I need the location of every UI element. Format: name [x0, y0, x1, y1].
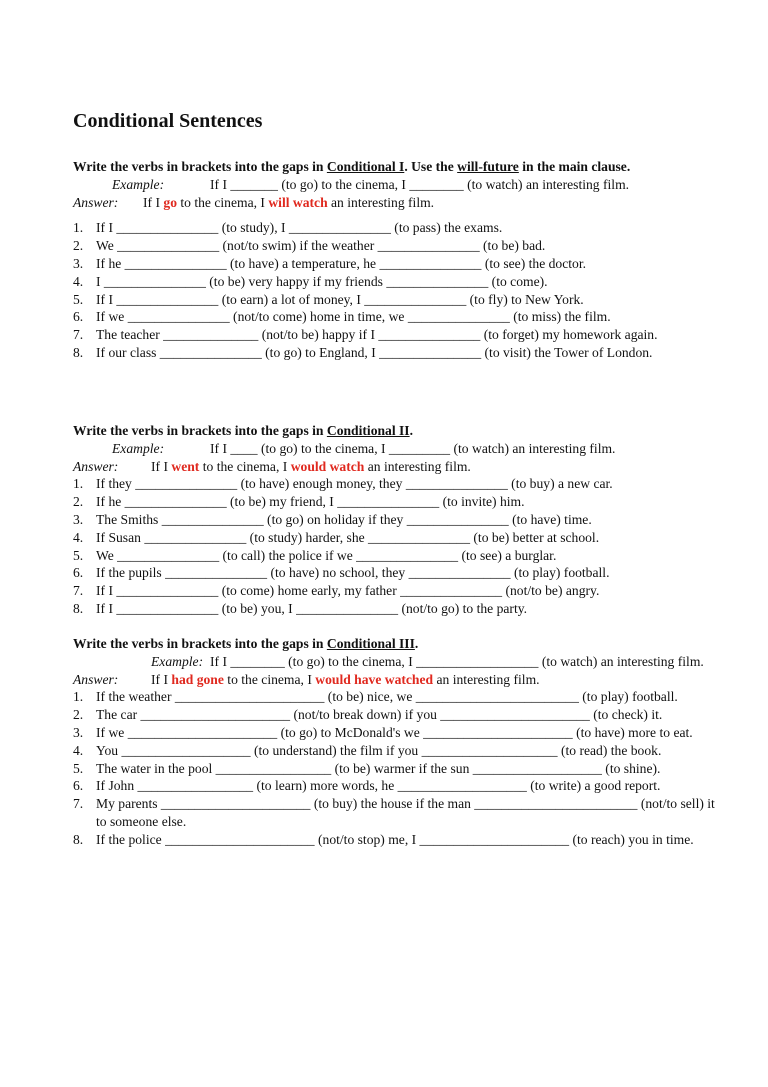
list-item: 4. You ___________________ (to understand) the film if you ____________________ (to read) the book. [73, 742, 662, 758]
answer-highlight: went [171, 458, 200, 474]
list-item: 7. If I _______________ (to come) home early, my father _______________ (not/to be) angry. [73, 583, 600, 599]
section-instructions: Write the verbs in brackets into the gaps in Conditional III. [73, 636, 419, 651]
answer-highlight: will watch [268, 194, 328, 210]
list-item: 3. If we ______________________ (to go) to McDonald's we ______________________ (to have) more to eat. [73, 724, 693, 740]
list-item: 7. The teacher ______________ (not/to be) happy if I _______________ (to forget) my homework again. [73, 327, 658, 343]
list-item: 3. If he _______________ (to have) a temperature, he _______________ (to see) the doctor. [73, 255, 586, 271]
list-item: 3. The Smiths _______________ (to go) on holiday if they _______________ (to have) time. [73, 511, 592, 527]
example-line: Example: If I ____ (to go) to the cinema, I _________ (to watch) an interesting film. [112, 440, 616, 456]
answer-highlight: would have watched [315, 671, 434, 687]
list-item: 2. If he _______________ (to be) my friend, I _______________ (to invite) him. [73, 494, 525, 510]
list-item: 6. If the pupils _______________ (to have) no school, they _______________ (to play) football. [73, 565, 610, 581]
answer-line: Answer: If I went to the cinema, I would watch an interesting film. [73, 458, 471, 474]
list-item: 6. If we _______________ (not/to come) home in time, we _______________ (to miss) the film. [73, 309, 611, 325]
list-item: 1. If I _______________ (to study), I _______________ (to pass) the exams. [73, 220, 503, 236]
list-item: 5. The water in the pool _________________ (to be) warmer if the sun ___________________ (to shine). [73, 760, 661, 776]
list-item: 6. If John _________________ (to learn) more words, he ___________________ (to write) a good report. [73, 778, 661, 794]
list-item: 7. My parents ______________________ (to buy) the house if the man ________________________ (not/to sell) it to someone else. [73, 796, 715, 829]
list-item: 2. The car ______________________ (not/to break down) if you ______________________ (to check) it. [73, 707, 663, 723]
list-item: 2. We _______________ (not/to swim) if the weather _______________ (to be) bad. [73, 238, 546, 254]
list-item: 1. If they _______________ (to have) enough money, they _______________ (to buy) a new car. [73, 476, 613, 492]
example-line: Example: If I ________ (to go) to the cinema, I __________________ (to watch) an interesting film. [151, 653, 704, 669]
exercise-list [73, 475, 723, 617]
section-conditional-3 [73, 635, 723, 849]
answer-highlight: would watch [290, 458, 365, 474]
section-conditional-2 [73, 422, 723, 618]
answer-line: Answer: If I go to the cinema, I will watch an interesting film. [73, 194, 435, 210]
answer-highlight: go [163, 194, 177, 210]
list-item: 8. If our class _______________ (to go) to England, I _______________ (to visit) the Tower of London. [73, 344, 653, 360]
answer-highlight: had gone [171, 671, 224, 687]
list-item: 8. If the police ______________________ (not/to stop) me, I ______________________ (to reach) you in time. [73, 831, 694, 847]
list-item: 4. I _______________ (to be) very happy if my friends _______________ (to come). [73, 273, 548, 289]
exercise-list [73, 219, 723, 361]
list-item: 5. We _______________ (to call) the police if we _______________ (to see) a burglar. [73, 547, 557, 563]
list-item: 8. If I _______________ (to be) you, I _______________ (not/to go) to the party. [73, 600, 528, 616]
list-item: 5. If I _______________ (to earn) a lot of money, I _______________ (to fly) to New York. [73, 291, 584, 307]
exercise-list [73, 688, 723, 848]
list-item: 4. If Susan _______________ (to study) harder, she _______________ (to be) better at school. [73, 529, 600, 545]
answer-line: Answer: If I had gone to the cinema, I would have watched an interesting film. [73, 671, 540, 687]
example-line: Example: If I _______ (to go) to the cinema, I ________ (to watch) an interesting film. [112, 176, 630, 192]
page-title: Conditional Sentences [73, 110, 263, 132]
section-instructions: Write the verbs in brackets into the gaps in Conditional I. Use the will-future in the main clause. [73, 159, 631, 174]
section-conditional-1 [73, 158, 723, 362]
section-instructions: Write the verbs in brackets into the gaps in Conditional II. [73, 423, 414, 438]
list-item: 1. If the weather ______________________ (to be) nice, we ________________________ (to play) football. [73, 689, 678, 705]
